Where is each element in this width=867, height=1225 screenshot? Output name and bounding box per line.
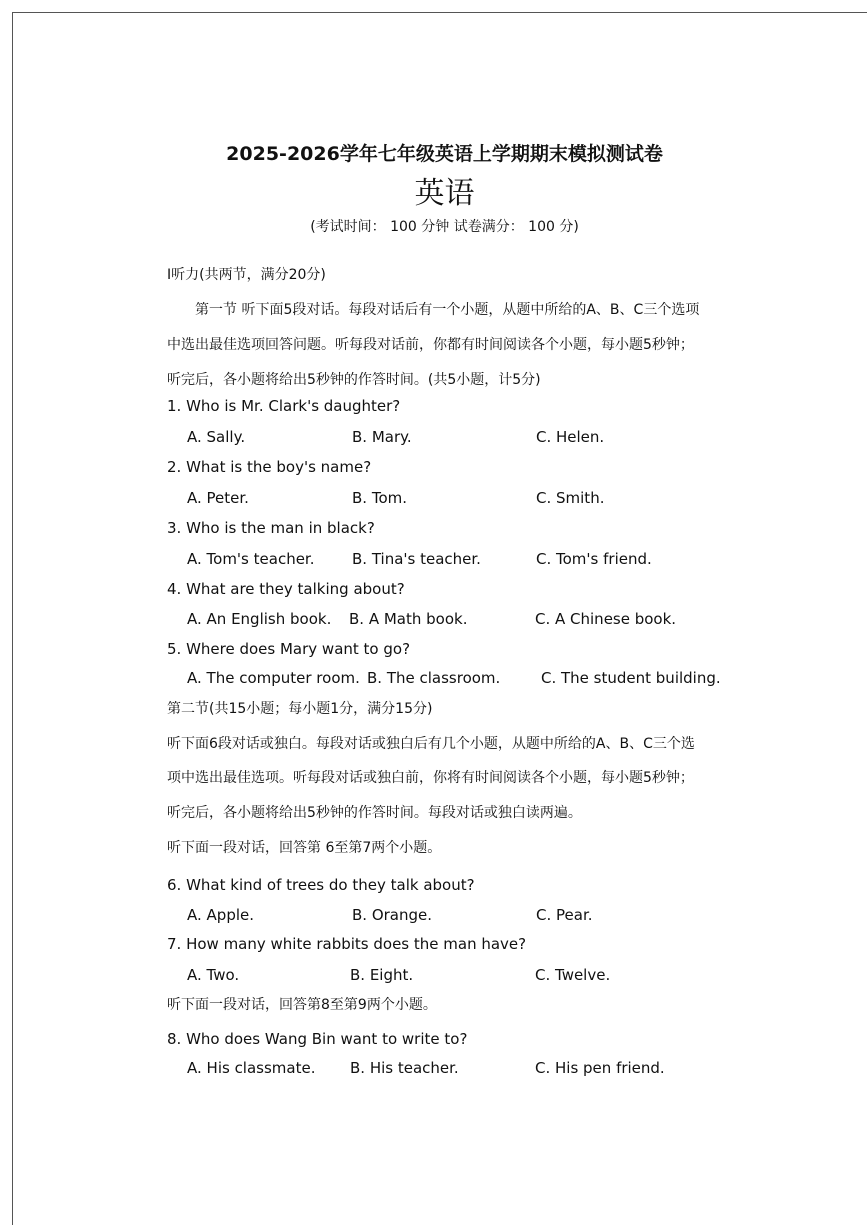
exam-info: (考试时间： 100 分钟 试卷满分： 100 分) bbox=[310, 219, 579, 235]
question-7-option-b: B. Eight. bbox=[350, 966, 414, 984]
question-8-option-c: C. His pen friend. bbox=[535, 1059, 665, 1077]
question-4-option-c: C. A Chinese book. bbox=[535, 610, 677, 628]
part1-heading: Ⅰ听力(共两节，满分20分) bbox=[167, 267, 326, 283]
question-5-stem: 5. Where does Mary want to go? bbox=[167, 640, 411, 658]
question-1-option-a: A. Sally. bbox=[187, 428, 246, 446]
note-questions-8-9: 听下面一段对话，回答第8至第9两个小题。 bbox=[167, 997, 437, 1013]
section2-instructions-line3: 听完后，各小题将给出5秒钟的作答时间。每段对话或独白读两遍。 bbox=[167, 805, 582, 821]
question-3-option-c: C. Tom's friend. bbox=[536, 550, 652, 568]
question-6-option-c: C. Pear. bbox=[536, 906, 593, 924]
question-8-option-b: B. His teacher. bbox=[350, 1059, 459, 1077]
section1-instructions-line3: 听完后，各小题将给出5秒钟的作答时间。(共5小题，计5分) bbox=[167, 372, 541, 388]
question-3-stem: 3. Who is the man in black? bbox=[167, 519, 375, 537]
section1-instructions-line1: 第一节 听下面5段对话。每段对话后有一个小题，从题中所给的A、B、C三个选项 bbox=[195, 302, 700, 318]
question-3-option-b: B. Tina's teacher. bbox=[352, 550, 481, 568]
question-6-option-a: A. Apple. bbox=[187, 906, 255, 924]
section2-heading: 第二节(共15小题；每小题1分，满分15分) bbox=[167, 701, 433, 717]
question-7-stem: 7. How many white rabbits does the man have? bbox=[167, 935, 527, 953]
question-2-option-a: A. Peter. bbox=[187, 489, 249, 507]
section2-instructions-line1: 听下面6段对话或独白。每段对话或独白后有几个小题，从题中所给的A、B、C三个选 bbox=[167, 736, 695, 752]
question-1-stem: 1. Who is Mr. Clark's daughter? bbox=[167, 397, 401, 415]
question-5-option-a: A. The computer room. bbox=[187, 669, 360, 687]
section1-instructions-line2: 中选出最佳选项回答问题。听每段对话前，你都有时间阅读各个小题，每小题5秒钟； bbox=[167, 337, 694, 353]
exam-title: 2025-2026学年七年级英语上学期期末模拟测试卷 bbox=[226, 143, 663, 165]
question-1-option-c: C. Helen. bbox=[536, 428, 605, 446]
question-2-option-c: C. Smith. bbox=[536, 489, 605, 507]
question-5-option-b: B. The classroom. bbox=[367, 669, 501, 687]
question-3-option-a: A. Tom's teacher. bbox=[187, 550, 315, 568]
question-4-stem: 4. What are they talking about? bbox=[167, 580, 405, 598]
question-4-option-a: A. An English book. bbox=[187, 610, 332, 628]
question-6-option-b: B. Orange. bbox=[352, 906, 433, 924]
question-8-option-a: A. His classmate. bbox=[187, 1059, 316, 1077]
question-4-option-b: B. A Math book. bbox=[349, 610, 468, 628]
question-2-stem: 2. What is the boy's name? bbox=[167, 458, 372, 476]
question-1-option-b: B. Mary. bbox=[352, 428, 412, 446]
subject-title: 英语 bbox=[414, 176, 475, 211]
section2-instructions-line2: 项中选出最佳选项。听每段对话或独白前，你将有时间阅读各个小题，每小题5秒钟； bbox=[167, 770, 694, 786]
note-questions-6-7: 听下面一段对话，回答第 6至第7两个小题。 bbox=[167, 840, 442, 856]
question-2-option-b: B. Tom. bbox=[352, 489, 407, 507]
question-8-stem: 8. Who does Wang Bin want to write to? bbox=[167, 1030, 468, 1048]
question-5-option-c: C. The student building. bbox=[541, 669, 721, 687]
question-7-option-a: A. Two. bbox=[187, 966, 240, 984]
question-7-option-c: C. Twelve. bbox=[535, 966, 611, 984]
question-6-stem: 6. What kind of trees do they talk about? bbox=[167, 876, 475, 894]
